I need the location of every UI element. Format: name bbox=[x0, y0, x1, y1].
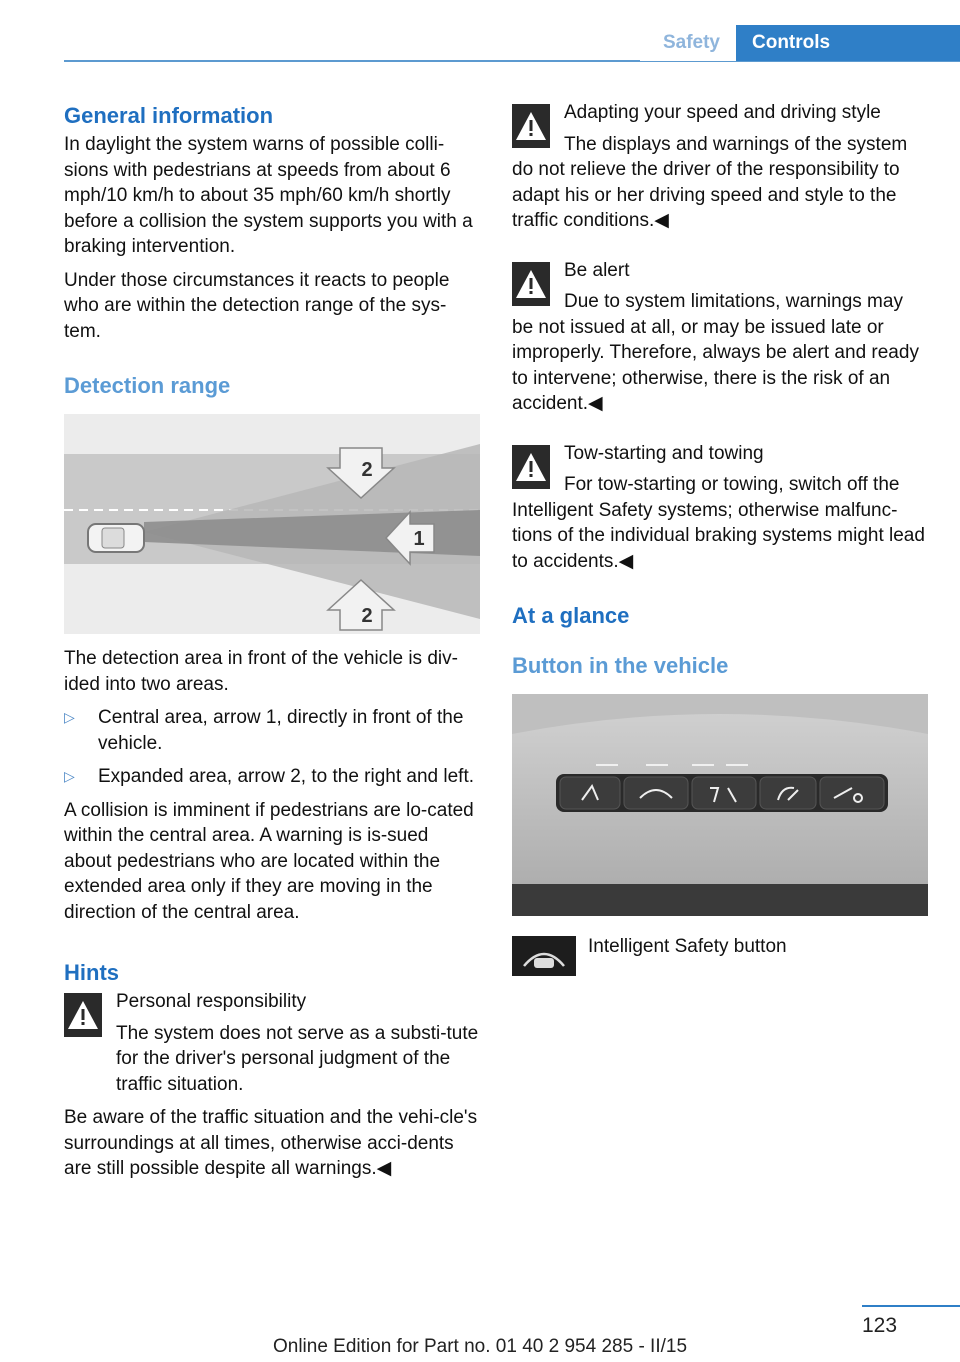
warning-speed-style bbox=[512, 100, 928, 126]
hint-paragraph-2: Be aware of the traffic situation and the vehi-cle's surroundings at all times, otherwise acci-dents are still possible despite all warnings.◀ bbox=[64, 1107, 478, 1179]
left-column bbox=[64, 100, 480, 1182]
button-panel-photo bbox=[512, 694, 928, 916]
hint-title: Personal responsibility bbox=[116, 991, 307, 1012]
hint-paragraph-1a: The system does not serve as a substi-tute for the driver's personal judgment of the traffic situation. bbox=[116, 1022, 479, 1095]
tab-safety[interactable]: Safety bbox=[640, 25, 736, 61]
general-paragraph-1: In daylight the system warns of possible colli-sions with pedestrians at speeds from about 6 mph/10 km/h to about 35 mph/60 km/h shortly before a collision the system supports you with a braking intervention. bbox=[64, 134, 473, 257]
hints-heading: Hints bbox=[64, 960, 119, 985]
general-paragraph-2: Under those circumstances it reacts to people who are within the detection range of the sys-tem. bbox=[64, 269, 450, 342]
bullet-triangle-icon: ▷ bbox=[64, 709, 75, 725]
warning-towing bbox=[512, 441, 928, 467]
warning-personal-responsibility bbox=[64, 989, 480, 1097]
warning-triangle-icon bbox=[512, 104, 550, 148]
warning-triangle-icon bbox=[512, 445, 550, 489]
arrow-label-top: 2 bbox=[361, 459, 373, 481]
general-information-heading: General information bbox=[64, 103, 274, 128]
at-a-glance-heading: At a glance bbox=[512, 603, 630, 628]
arrow-label-center: 1 bbox=[413, 528, 425, 550]
footer-rule bbox=[862, 1305, 960, 1307]
warning-be-alert bbox=[512, 258, 928, 284]
detection-paragraph-1: The detection area in front of the vehicle is div-ided into two areas. bbox=[64, 648, 458, 695]
detection-range-diagram bbox=[64, 414, 480, 634]
page-number: 123 bbox=[862, 1314, 898, 1337]
warning-triangle-icon bbox=[64, 993, 102, 1037]
intelligent-safety-button-icon bbox=[512, 936, 576, 976]
edition-footer: Online Edition for Part no. 01 40 2 954 285 - II/15 bbox=[272, 1336, 688, 1357]
warning-1-title: Adapting your speed and driving style bbox=[564, 102, 881, 123]
detection-range-figure bbox=[64, 414, 480, 634]
warning-3-body: For tow-starting or towing, switch off the Intelligent Safety systems; otherwise malfunc-tions of the individual braking systems might lead to accidents.◀ bbox=[512, 474, 925, 572]
warning-triangle-icon bbox=[512, 262, 550, 306]
tab-controls[interactable]: Controls bbox=[736, 25, 960, 61]
intelligent-safety-button-caption: Intelligent Safety button bbox=[588, 936, 787, 957]
bullet-item-1 bbox=[64, 705, 480, 756]
detection-paragraph-2: A collision is imminent if pedestrians are lo-cated within the central area. A warning is is-sued about pedestrians who are located within the extended area only if they are moving in the direction of the central area. bbox=[64, 799, 474, 923]
bullet-item-2 bbox=[64, 764, 480, 790]
button-in-vehicle-heading: Button in the vehicle bbox=[512, 653, 729, 678]
button-panel-illustration bbox=[512, 694, 928, 916]
warning-3-title: Tow-starting and towing bbox=[564, 442, 764, 464]
detection-range-heading: Detection range bbox=[64, 373, 231, 398]
intelligent-safety-button-row bbox=[512, 934, 928, 978]
warning-1-body: The displays and warnings of the system do not relieve the driver of the responsibility to adapt his or her driving speed and style to the traffic conditions.◀ bbox=[512, 133, 908, 231]
warning-2-body: Due to system limitations, warnings may be not issued at all, or may be issued late or improperly. Therefore, always be alert and ready to intervene; otherwise, there is the risk of an accident.◀ bbox=[512, 291, 919, 414]
right-column bbox=[512, 100, 928, 978]
arrow-label-bottom: 2 bbox=[361, 605, 373, 627]
bullet-triangle-icon: ▷ bbox=[64, 768, 75, 784]
bullet-text-2: Expanded area, arrow 2, to the right and left. bbox=[98, 766, 475, 787]
bullet-text-1: Central area, arrow 1, directly in front of the vehicle. bbox=[98, 707, 464, 754]
warning-2-title: Be alert bbox=[564, 259, 630, 281]
